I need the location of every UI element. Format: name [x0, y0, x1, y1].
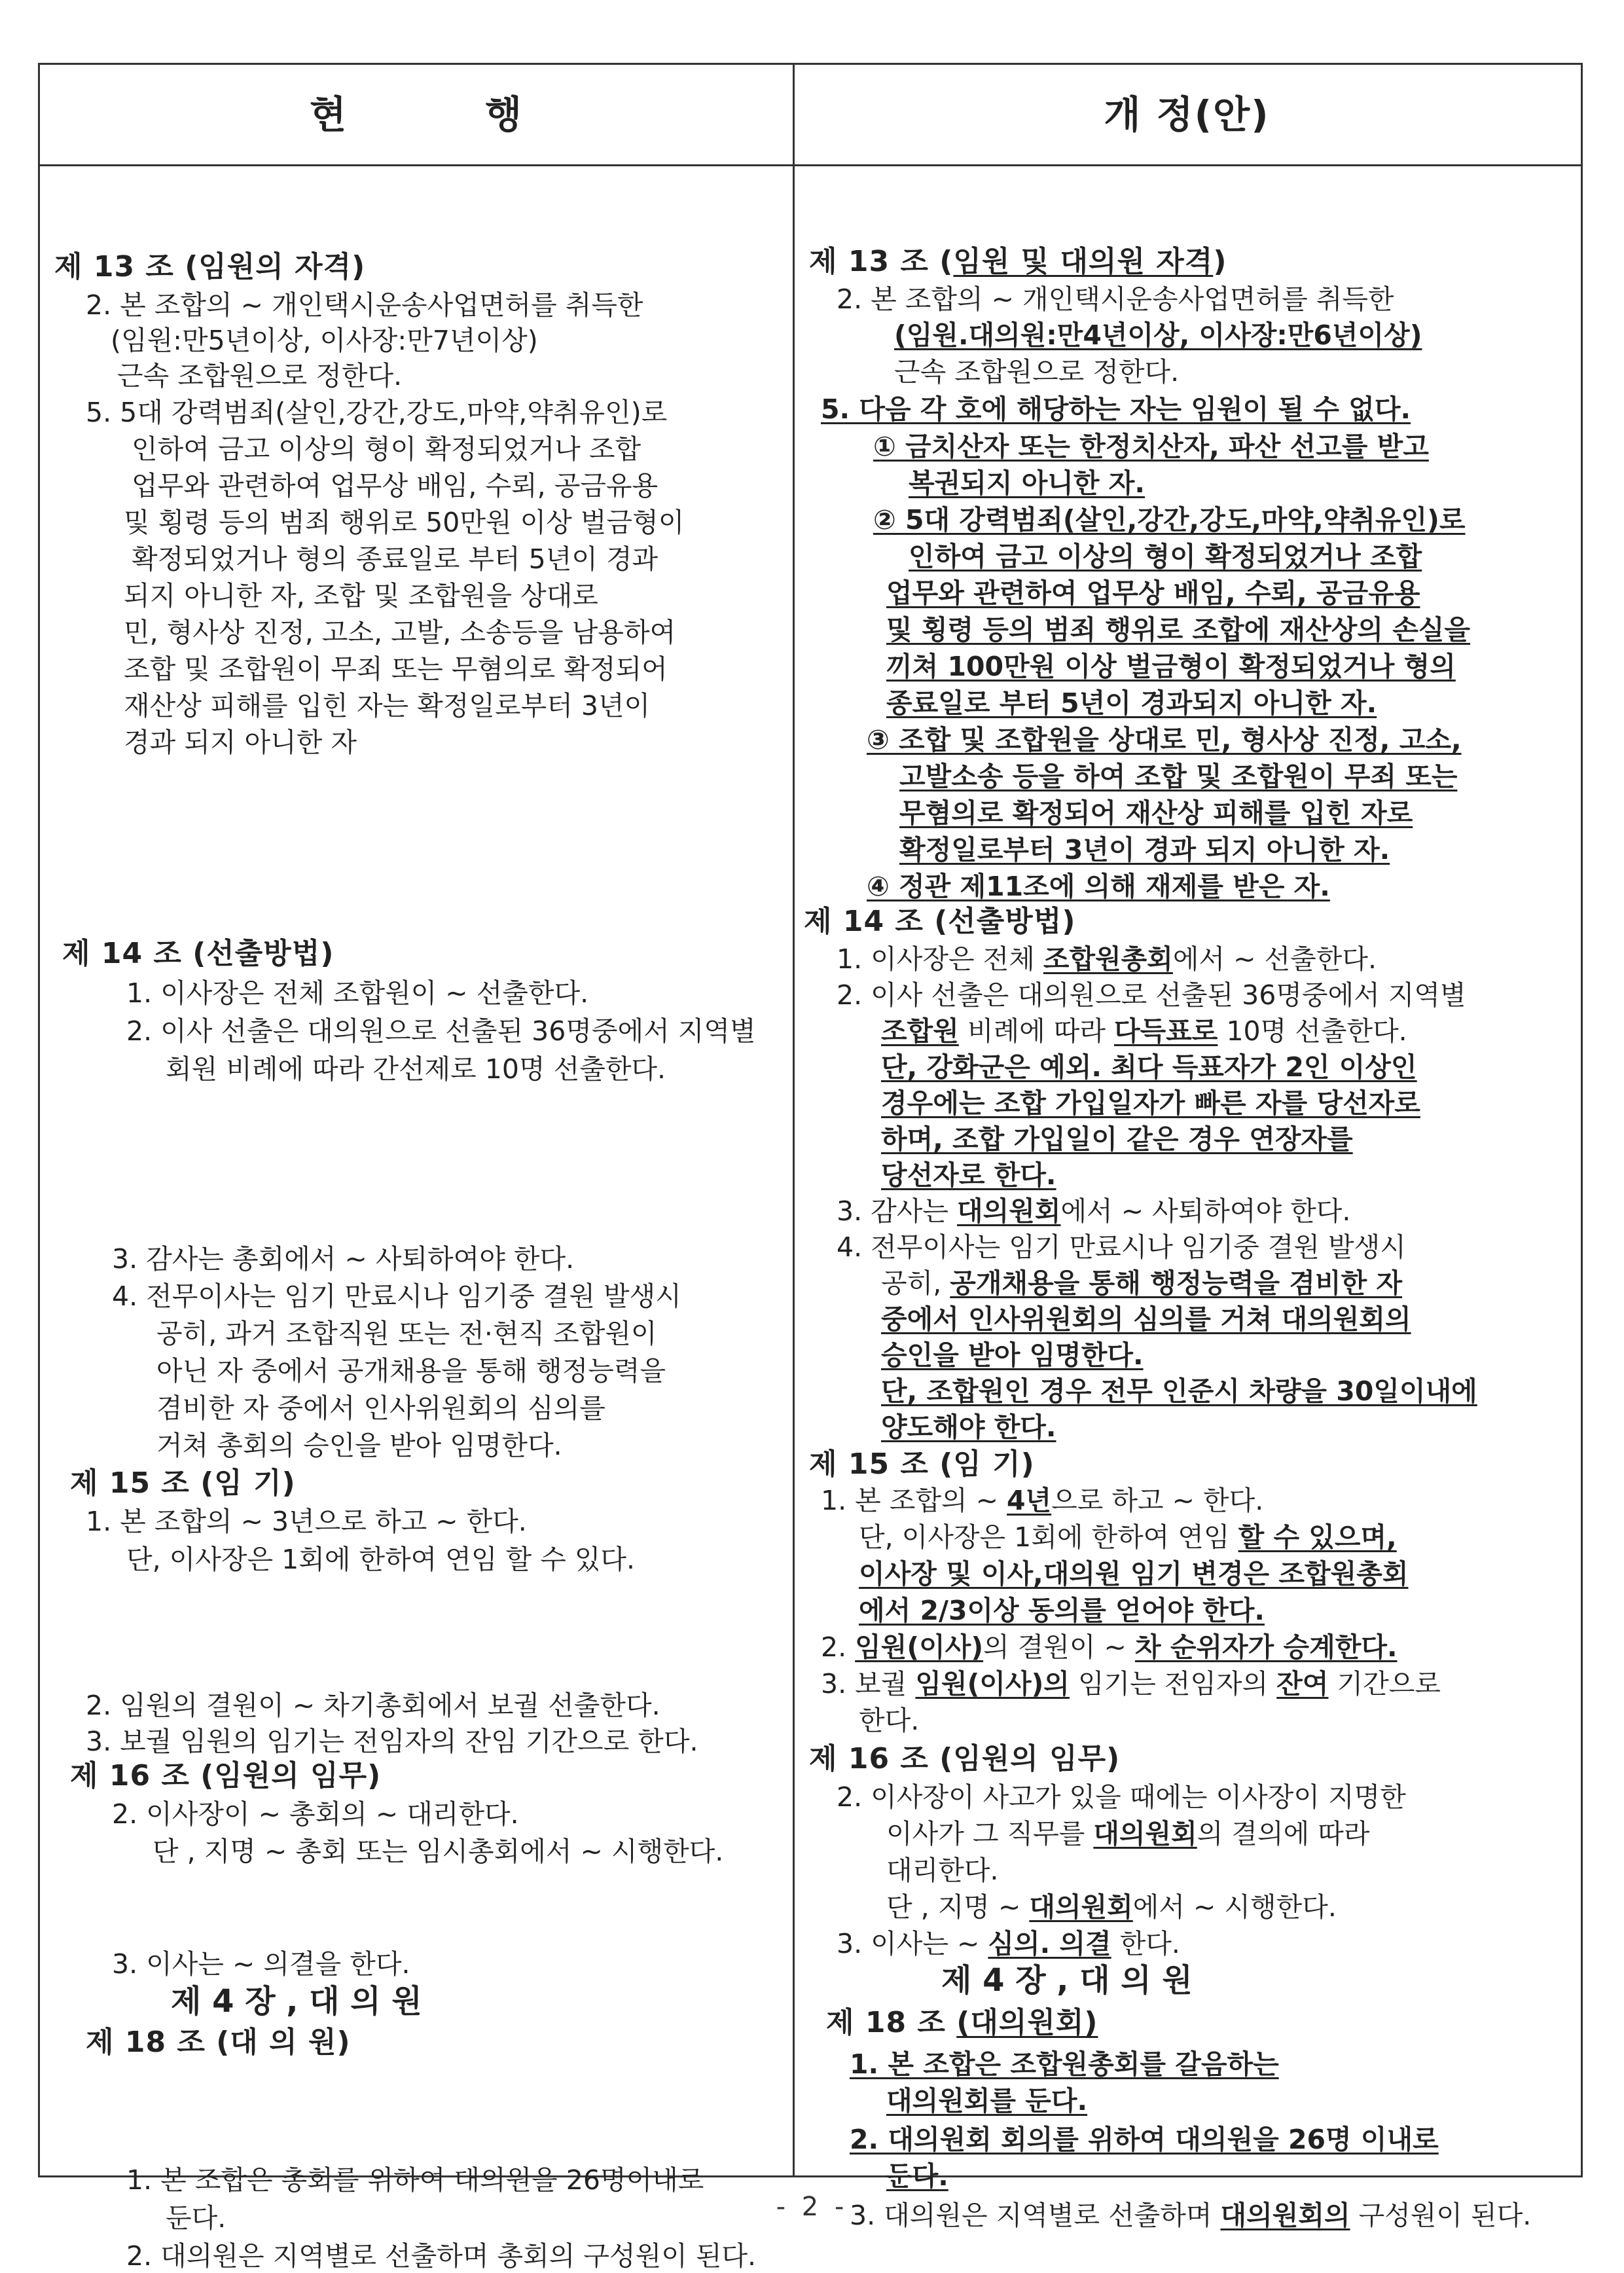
article-13-subitem-1-line: 복권되지 아니한 자.	[909, 467, 1145, 499]
article-15-item-2-text: 의 결원이 ~	[983, 1631, 1135, 1663]
article-14-item-2-amended: 다득표로	[1113, 1015, 1218, 1047]
article-14-item-3-text: 3. 감사는	[837, 1195, 958, 1227]
article-13-subitem-3: ③ 조합 및 조합원을 상대로 민, 형사상 진정, 고소,	[867, 724, 1462, 755]
article-14-item-1-text: 에서 ~ 선출한다.	[1172, 943, 1377, 975]
article-14-item-2-text: 비례에 따라	[958, 1015, 1114, 1047]
article-15-item-2	[821, 1630, 1398, 1664]
article-18-item-3-amended: 대의원회의	[1220, 2200, 1350, 2231]
article-14-title: 제 14 조 (선출방법)	[804, 905, 1076, 938]
article-14-item-4-amended-line: 양도해야 한다.	[881, 1411, 1056, 1443]
article-14-item-2-amended-line: 경우에는 조합 가입일자가 빠른 자를 당선자로	[881, 1087, 1420, 1119]
article-16-item-2-text: 이사가 그 직무를	[886, 1818, 1094, 1849]
article-15-item-1-line: 단, 이사장은 1회에 한하여 연임 할 수 있다.	[126, 1544, 636, 1575]
article-13-item-5-line: 되지 아니한 자, 조합 및 조합원을 상대로	[124, 580, 598, 611]
article-13-title-amended: 임원 및 대의원 자격	[953, 245, 1214, 278]
chapter-4-heading: 제 4 장 , 대 의 원	[171, 1983, 422, 2020]
article-13-item-5-amended: 5. 다음 각 호에 해당하는 자는 임원이 될 수 없다.	[821, 393, 1411, 425]
article-18-item-1: 1. 본 조합은 조합원총회를 갈음하는	[850, 2048, 1279, 2080]
article-15-item-2-amended: 임원(이사)	[855, 1631, 984, 1663]
article-18-title	[826, 2006, 1098, 2040]
article-14-item-3	[837, 1194, 1350, 1228]
article-18-title: 제 18 조 (대 의 원)	[86, 2026, 351, 2059]
article-13-subitem-1: ① 금치산자 또는 한정치산자, 파산 선고를 받고	[873, 431, 1429, 462]
article-15-item-3-line: 한다.	[859, 1705, 920, 1736]
article-16-item-2-amended: 대의원회	[1093, 1818, 1197, 1849]
article-16-item-3: 3. 이사는 ~ 의결을 한다.	[112, 1948, 410, 1980]
article-13-item-2-amended: (임원.대의원:만4년이상, 이사장:만6년이상)	[894, 319, 1422, 351]
article-14-item-4-line	[881, 1266, 1402, 1300]
article-13-item-5: 5. 5대 강력범죄(살인,강간,강도,마약,약취유인)로	[86, 397, 668, 428]
article-15-item-1-line	[859, 1520, 1397, 1554]
article-13-item-5-line: 및 횡령 등의 범죄 행위로 50만원 이상 벌금형이	[124, 507, 685, 538]
article-15-item-1-amended-line: 에서 2/3이상 동의를 얻어야 한다.	[859, 1595, 1265, 1626]
article-16-item-2-line: 단 , 지명 ~ 총회 또는 임시총회에서 ~ 시행한다.	[153, 1836, 724, 1867]
article-16-title: 제 16 조 (임원의 임무)	[809, 1742, 1121, 1775]
article-15-item-1-text: 1. 본 조합의 ~	[821, 1485, 1007, 1516]
article-15-item-3: 3. 보궐 임원의 임기는 전임자의 잔임 기간으로 한다.	[86, 1726, 698, 1757]
article-16-item-2-amended: 대의원회	[1029, 1891, 1133, 1923]
article-16-item-2: 2. 이사장이 ~ 총회의 ~ 대리한다.	[112, 1798, 519, 1830]
article-13-item-5-line: 인하여 금고 이상의 형이 확정되었거나 조합	[132, 433, 641, 465]
article-14-item-2: 2. 이사 선출은 대의원으로 선출된 36명중에서 지역별	[837, 979, 1466, 1011]
article-14-item-3-amended: 대의원회	[957, 1195, 1061, 1227]
article-15-item-2-amended: 차 순위자가 승계한다.	[1134, 1631, 1398, 1663]
article-15-item-3-text: 3. 보궐	[821, 1668, 916, 1700]
article-18-title-prefix: 제 18 조	[826, 2006, 957, 2039]
article-13-item-5-line: 민, 형사상 진정, 고소, 고발, 소송등을 남용하여	[124, 617, 676, 648]
header-current-char-2: 행	[485, 92, 524, 137]
header-current-char-1: 현	[309, 92, 348, 137]
article-14-item-2-line	[881, 1014, 1407, 1048]
article-16-item-2-text: 에서 ~ 시행한다.	[1132, 1891, 1337, 1923]
article-15-item-3-text: 기간으로	[1328, 1668, 1441, 1700]
article-14-item-1	[837, 942, 1377, 976]
article-16-title: 제 16 조 (임원의 임무)	[70, 1759, 382, 1792]
article-14-item-3: 3. 감사는 총회에서 ~ 사퇴하여야 한다.	[112, 1243, 575, 1275]
article-15-item-1-amended: 4년	[1007, 1485, 1052, 1516]
article-14-item-4-line: 겸비한 자 중에서 인사위원회의 심의를	[156, 1392, 605, 1424]
article-14-item-4-amended-line: 중에서 인사위원회의 심의를 거쳐 대의원회의	[881, 1303, 1411, 1335]
header-revision: 개 정(안)	[1104, 92, 1270, 137]
article-13-title	[809, 245, 1227, 279]
article-14-item-2-text: 10명 선출한다.	[1218, 1015, 1407, 1047]
article-13-subitem-2: ② 5대 강력범죄(살인,강간,강도,마약,약취유인)로	[873, 504, 1466, 536]
article-15-item-1-amended: 할 수 있으며,	[1238, 1521, 1397, 1553]
article-14-item-4-amended-line: 단, 조합원인 경우 전무 인준시 차량을 30일이내에	[881, 1375, 1477, 1407]
article-13-title-suffix: )	[1213, 245, 1227, 278]
article-14-item-4-line: 아닌 자 중에서 공개채용을 통해 행정능력을	[156, 1355, 666, 1387]
article-14-item-3-text: 에서 ~ 사퇴하여야 한다.	[1060, 1195, 1351, 1227]
article-16-item-3	[837, 1927, 1180, 1961]
article-18-item-2: 2. 대의원회 회의를 위하여 대의원을 26명 이내로	[850, 2124, 1439, 2155]
article-13-item-2: 2. 본 조합의 ~ 개인택시운송사업면허를 취득한	[86, 289, 643, 321]
article-18-title-amended: (대의원회)	[956, 2006, 1098, 2039]
article-16-item-2-line: 대리한다.	[886, 1855, 999, 1886]
article-14-item-4-amended-line: 승인을 받아 임명한다.	[881, 1339, 1144, 1371]
article-15-item-2: 2. 임원의 결원이 ~ 차기총회에서 보궐 선출한다.	[86, 1690, 660, 1721]
article-18-item-3-text: 구성원이 된다.	[1350, 2200, 1532, 2231]
article-13-title-prefix: 제 13 조 (	[809, 245, 954, 278]
article-14-item-2-line: 회원 비례에 따라 간선제로 10명 선출한다.	[166, 1053, 666, 1085]
article-18-item-1-line: 대의원회를 둔다.	[886, 2085, 1088, 2117]
article-15-item-1: 1. 본 조합의 ~ 3년으로 하고 ~ 한다.	[86, 1506, 527, 1537]
article-14-item-4-line: 공히, 과거 조합직원 또는 전·현직 조합원이	[156, 1318, 657, 1349]
article-15-title: 제 15 조 (임 기)	[809, 1447, 1035, 1481]
article-13-subitem-2-line: 업무와 관련하여 업무상 배임, 수뢰, 공금유용	[886, 577, 1420, 609]
article-15-item-3	[821, 1667, 1441, 1701]
chapter-4-heading: 제 4 장 , 대 의 원	[941, 1962, 1193, 1999]
article-15-item-2-text: 2.	[821, 1631, 856, 1663]
article-14-item-4: 4. 전무이사는 임기 만료시나 임기중 결원 발생시	[112, 1281, 681, 1312]
article-15-item-3-amended: 잔여	[1276, 1668, 1329, 1700]
article-13-item-5-line: 재산상 피해를 입힌 자는 확정일로부터 3년이	[124, 690, 651, 721]
article-13-subitem-3-line: 확정일로부터 3년이 경과 되지 아니한 자.	[899, 834, 1390, 865]
article-16-item-2: 2. 이사장이 사고가 있을 때에는 이사장이 지명한	[837, 1781, 1406, 1813]
article-18-item-1-line: 둔다.	[166, 2202, 226, 2234]
article-13-subitem-2-line: 끼쳐 100만원 이상 벌금형이 확정되었거나 형의	[886, 651, 1456, 682]
article-13-subitem-2-line: 및 횡령 등의 범죄 행위로 조합에 재산상의 손실을	[886, 614, 1471, 646]
article-15-item-3-amended: 임원(이사)의	[915, 1668, 1070, 1700]
article-13-item-5-line: 조합 및 조합원이 무죄 또는 무혐의로 확정되어	[124, 653, 668, 685]
article-16-item-2-text: 단 , 지명 ~	[886, 1891, 1030, 1923]
article-14-item-2-amended-line: 당선자로 한다.	[881, 1159, 1056, 1191]
article-15-item-1-amended-line: 이사장 및 이사,대의원 임기 변경은 조합원총회	[859, 1558, 1409, 1590]
comparison-table	[38, 63, 1583, 2272]
article-14-title: 제 14 조 (선출방법)	[62, 937, 334, 970]
article-14-item-1-text: 1. 이사장은 전체	[837, 943, 1043, 975]
article-13-item-2-line: 근속 조합원으로 정한다.	[117, 360, 403, 391]
article-14-item-1: 1. 이사장은 전체 조합원이 ~ 선출한다.	[126, 977, 589, 1009]
article-15-item-1-text: 으로 하고 ~ 한다.	[1051, 1485, 1264, 1516]
article-14-item-2-amended-line: 단, 강화군은 예외. 최다 득표자가 2인 이상인	[881, 1051, 1417, 1083]
article-13-item-5-line: 경과 되지 아니한 자	[124, 727, 357, 758]
article-16-item-2-line	[886, 1817, 1369, 1851]
article-14-item-4: 4. 전무이사는 임기 만료시나 임기중 결원 발생시	[837, 1231, 1406, 1263]
article-14-item-4-line: 거쳐 총회의 승인을 받아 임명한다.	[156, 1430, 562, 1461]
article-13-item-5-line: 확정되었거나 형의 종료일로 부터 5년이 경과	[132, 543, 659, 575]
article-15-title: 제 15 조 (임 기)	[70, 1466, 296, 1500]
article-14-item-2-amended-line: 하며, 조합 가입일이 같은 경우 연장자를	[881, 1123, 1353, 1155]
article-13-item-2-line: (임원:만5년이상, 이사장:만7년이상)	[111, 325, 538, 356]
article-13-item-2: 2. 본 조합의 ~ 개인택시운송사업면허를 취득한	[837, 283, 1394, 315]
article-14-item-2: 2. 이사 선출은 대의원으로 선출된 36명중에서 지역별	[126, 1015, 756, 1047]
article-18-item-1: 1. 본 조합은 총회를 위하여 대의원을 26명이내로	[126, 2164, 704, 2196]
article-16-item-3-amended: 심의. 의결	[988, 1928, 1111, 1959]
article-15-item-1-text: 단, 이사장은 1회에 한하여 연임	[859, 1521, 1238, 1553]
article-16-item-3-text: 한다.	[1111, 1928, 1180, 1959]
article-16-item-2-text: 의 결의에 따라	[1197, 1818, 1370, 1849]
article-14-item-1-amended: 조합원총회	[1043, 943, 1173, 975]
article-16-item-3-text: 3. 이사는 ~	[837, 1928, 988, 1959]
article-13-subitem-2-line: 종료일로 부터 5년이 경과되지 아니한 자.	[886, 687, 1377, 719]
article-18-item-2: 2. 대의원은 지역별로 선출하며 총회의 구성원이 된다.	[126, 2240, 757, 2272]
article-18-item-2-line: 둔다.	[886, 2160, 948, 2192]
table-header	[40, 65, 1581, 166]
article-16-item-2-line	[886, 1890, 1337, 1924]
article-13-title: 제 13 조 (임원의 자격)	[54, 250, 366, 283]
article-13-subitem-3-line: 무혐의로 확정되어 재산상 피해를 입힌 자로	[899, 797, 1413, 829]
article-18-item-3-text: 3. 대의원은 지역별로 선출하며	[850, 2200, 1221, 2231]
column-divider	[793, 65, 795, 2175]
article-14-item-4-text: 공히,	[881, 1267, 950, 1299]
article-15-item-1	[821, 1483, 1263, 1518]
header-current	[40, 65, 793, 164]
article-13-item-5-line: 업무와 관련하여 업무상 배임, 수뢰, 공금유용	[132, 470, 659, 501]
page-number: - 2 -	[776, 2192, 848, 2222]
article-15-item-3-text: 임기는 전임자의	[1069, 1668, 1277, 1700]
article-13-subitem-3-line: 고발소송 등을 하여 조합 및 조합원이 무죄 또는	[899, 761, 1458, 792]
article-13-subitem-2-line: 인하여 금고 이상의 형이 확정되었거나 조합	[909, 541, 1422, 572]
article-14-item-2-amended: 조합원	[881, 1015, 959, 1047]
article-13-subitem-4: ④ 정관 제11조에 의해 재제를 받은 자.	[867, 871, 1330, 902]
article-14-item-4-amended: 공개채용을 통해 행정능력을 겸비한 자	[950, 1267, 1403, 1299]
article-13-item-2-line: 근속 조합원으로 정한다.	[894, 356, 1180, 388]
